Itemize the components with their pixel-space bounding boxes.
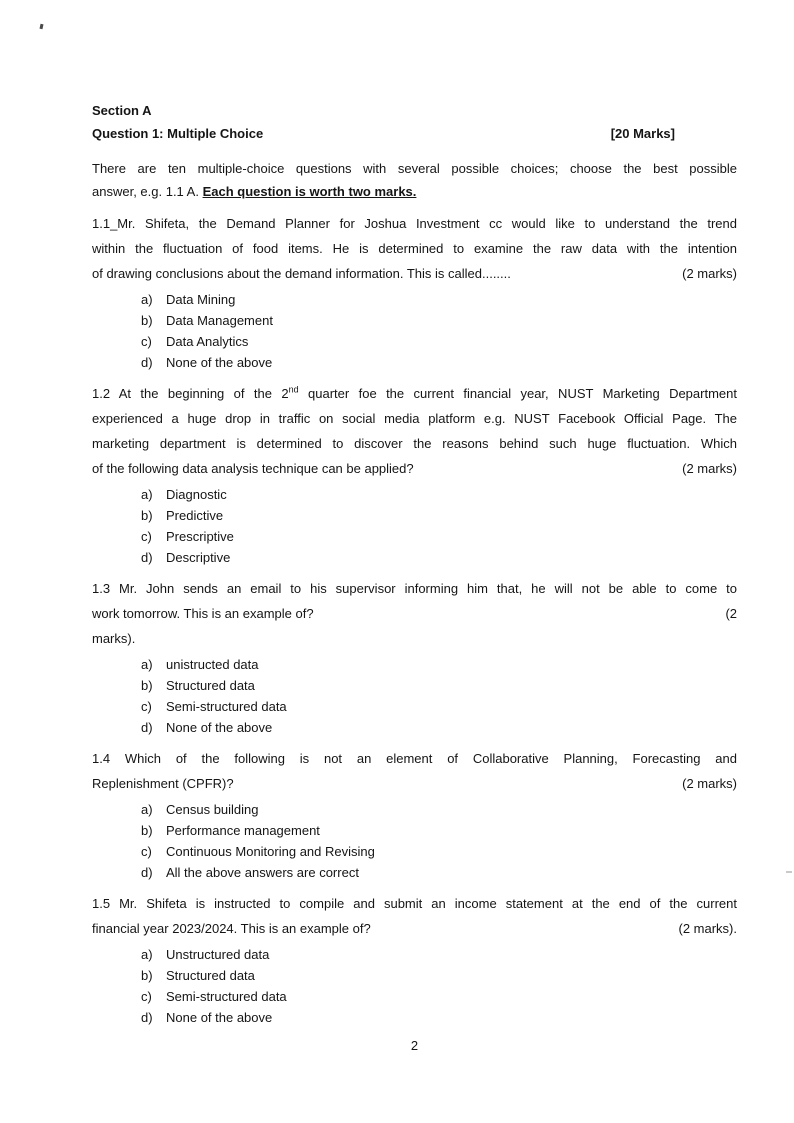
question-text-line: marketing department is determined to discover the reasons behind such huge fluctuation. Which [92,436,737,451]
option-letter: b) [141,313,153,328]
option-text: Structured data [166,678,255,693]
question-1-1 [92,211,737,373]
question-last-line [92,456,737,481]
option-text: Semi-structured data [166,699,287,714]
option-row [141,547,737,568]
option-text: All the above answers are correct [166,865,359,880]
question-text-line: 1.1_Mr. Shifeta, the Demand Planner for Joshua Investment cc would like to understand the trend [92,216,737,231]
marks-overflow-line: marks). [92,631,136,646]
question-text-segment: quarter foe the current financial year, NUST Marketing Department [298,386,737,401]
marks-label: (2 [725,606,737,621]
option-row [141,289,737,310]
question-text-line: 1.5 Mr. Shifeta is instructed to compile and submit an income statement at the end of the current [92,896,737,911]
option-text: Diagnostic [166,487,227,502]
option-letter: c) [141,844,152,859]
option-row [141,944,737,965]
option-letter: d) [141,355,153,370]
option-text: Descriptive [166,550,231,565]
option-text: Data Analytics [166,334,249,349]
question-1-1-text [92,211,737,286]
option-text: Continuous Monitoring and Revising [166,844,375,859]
intro-line-2 [92,180,737,203]
question-text-line: Replenishment (CPFR)? [92,776,234,791]
question-text-segment: 1.2 At the beginning of the 2 [92,386,289,401]
option-text: None of the above [166,355,273,370]
option-letter: c) [141,989,152,1004]
option-letter: b) [141,823,153,838]
option-letter: a) [141,487,153,502]
option-letter: d) [141,720,153,735]
options-list [141,484,737,568]
option-row [141,675,737,696]
intro-line-2-text: answer, e.g. 1.1 A. [92,184,203,199]
option-letter: a) [141,947,153,962]
marks-label: (2 marks). [678,921,737,936]
question-text-line: experienced a huge drop in traffic on social media platform e.g. NUST Facebook Official Page. The [92,411,737,426]
option-row [141,799,737,820]
question-text-line: 1.3 Mr. John sends an email to his supervisor informing him that, he will not be able to come to [92,581,737,596]
option-text: Unstructured data [166,947,270,962]
option-letter: c) [141,529,152,544]
intro-emphasis-text: Each question is worth two marks. [202,184,417,199]
page-number: 2 [410,1038,419,1053]
option-letter: b) [141,678,153,693]
options-list [141,289,737,373]
option-text: unistructed data [166,657,259,672]
question-last-line [92,771,737,796]
question-1-5-text [92,891,737,941]
option-letter: b) [141,968,153,983]
intro-line-1: There are ten multiple-choice questions with several possible choices; choose the best possible [92,161,737,176]
option-letter: c) [141,699,152,714]
question-1-3-text [92,576,737,651]
option-letter: a) [141,657,153,672]
options-list [141,799,737,883]
option-letter: d) [141,550,153,565]
question-1-2 [92,381,737,568]
option-row [141,1007,737,1028]
total-marks-label: [20 Marks] [610,126,675,141]
question-1-3 [92,576,737,738]
question-text-line: 1.4 Which of the following is not an element of Collaborative Planning, Forecasting and [92,751,737,766]
option-letter: a) [141,292,153,307]
option-row [141,484,737,505]
option-text: Performance management [166,823,320,838]
option-letter: d) [141,865,153,880]
option-letter: b) [141,508,153,523]
question-text-line: of drawing conclusions about the demand information. This is called........ [92,266,511,281]
options-list [141,654,737,738]
option-letter: c) [141,334,152,349]
option-row [141,986,737,1007]
question-last-line [92,601,737,626]
option-row [141,696,737,717]
intro-paragraph [92,157,737,203]
option-text: Predictive [166,508,224,523]
question-title: Question 1: Multiple Choice [92,126,264,141]
option-row [141,352,737,373]
question-text-line: financial year 2023/2024. This is an example of? [92,921,371,936]
question-text-line: work tomorrow. This is an example of? [92,606,314,621]
question-1-4 [92,746,737,883]
option-text: None of the above [166,1010,273,1025]
option-text: Data Management [166,313,273,328]
marks-label: (2 marks) [682,266,737,281]
section-heading: Section A [92,103,152,118]
option-letter: d) [141,1010,153,1025]
option-row [141,862,737,883]
option-row [141,841,737,862]
question-text-line: within the fluctuation of food items. He is determined to examine the raw data with the intention [92,241,737,256]
option-text: None of the above [166,720,273,735]
question-1-2-text [92,381,737,481]
question-1-4-text [92,746,737,796]
question-last-line [92,261,737,286]
option-row [141,965,737,986]
options-list [141,944,737,1028]
question-1-5 [92,891,737,1028]
scan-artifact-top-left [40,24,44,30]
option-row [141,505,737,526]
question-heading-row [92,122,737,145]
scan-artifact-right-edge [786,871,792,873]
option-row [141,820,737,841]
option-text: Census building [166,802,259,817]
option-row [141,654,737,675]
page-content [92,99,737,1028]
option-text: Data Mining [166,292,236,307]
option-text: Prescriptive [166,529,234,544]
question-text-line: of the following data analysis technique can be applied? [92,461,414,476]
ordinal-suffix: nd [288,384,299,395]
option-row [141,717,737,738]
option-row [141,331,737,352]
option-row [141,526,737,547]
marks-label: (2 marks) [682,461,737,476]
question-text-line [92,381,737,406]
option-text: Semi-structured data [166,989,287,1004]
option-text: Structured data [166,968,255,983]
option-row [141,310,737,331]
option-letter: a) [141,802,153,817]
question-last-line [92,916,737,941]
marks-label: (2 marks) [682,776,737,791]
